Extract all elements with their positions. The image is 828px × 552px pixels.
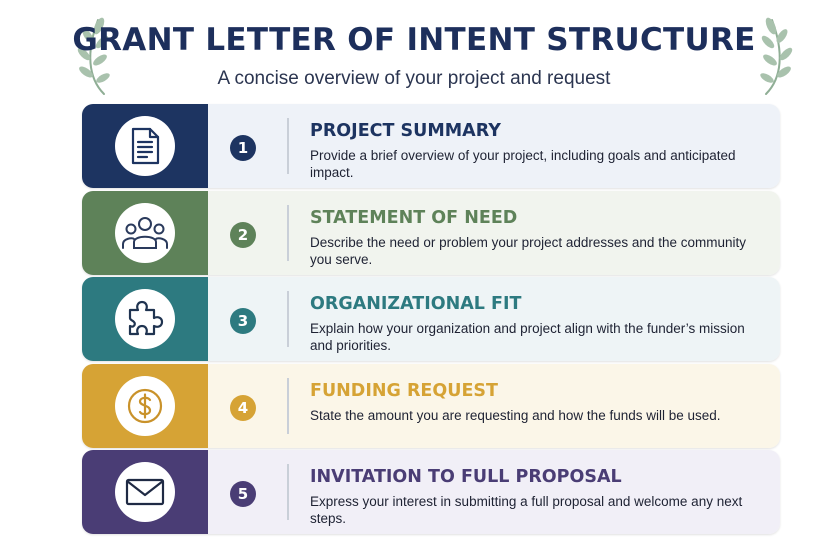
- divider: [287, 118, 289, 174]
- envelope-icon: [124, 476, 166, 508]
- document-icon: [128, 127, 162, 165]
- section-description: Describe the need or problem your project addresses and the community you serve.: [310, 234, 746, 267]
- section-description: Express your interest in submitting a full proposal and welcome any next steps.: [310, 494, 743, 526]
- divider: [287, 378, 289, 434]
- section-title: PROJECT SUMMARY: [310, 121, 501, 141]
- divider: [287, 291, 289, 347]
- divider: [287, 464, 289, 520]
- step-number-badge: 1: [230, 135, 256, 161]
- section-panel: [208, 364, 780, 448]
- section-color-tile: [82, 450, 208, 534]
- dollar-coin-icon: [125, 386, 165, 426]
- step-number-badge: 3: [230, 308, 256, 334]
- section-row: [82, 277, 780, 361]
- icon-badge: [115, 116, 175, 176]
- sections-list: [82, 104, 780, 537]
- page-title: GRANT LETTER OF INTENT STRUCTURE: [72, 22, 756, 58]
- puzzle-piece-icon: [124, 298, 166, 340]
- icon-badge: [115, 376, 175, 436]
- section-row: [82, 191, 780, 275]
- section-description: Explain how your organization and project align with the funder’s mission and priorities.: [310, 321, 745, 353]
- step-number-badge: 5: [230, 481, 256, 507]
- icon-badge: [115, 289, 175, 349]
- community-icon: [122, 215, 168, 251]
- page-subtitle: A concise overview of your project and request: [217, 68, 611, 89]
- section-title: ORGANIZATIONAL FIT: [310, 294, 522, 314]
- step-number-badge: 2: [230, 222, 256, 248]
- section-color-tile: [82, 364, 208, 448]
- icon-badge: [115, 462, 175, 522]
- section-title: STATEMENT OF NEED: [310, 207, 518, 228]
- section-color-tile: [82, 191, 208, 275]
- section-description: State the amount you are requesting and how the funds will be used.: [310, 407, 721, 423]
- section-title: INVITATION TO FULL PROPOSAL: [310, 467, 622, 487]
- section-row: [82, 104, 780, 188]
- section-color-tile: [82, 277, 208, 361]
- icon-badge: [115, 203, 175, 263]
- divider: [287, 205, 289, 261]
- section-row: [82, 450, 780, 534]
- section-description: Provide a brief overview of your project, including goals and anticipated impact.: [310, 148, 736, 180]
- step-number-badge: 4: [230, 395, 256, 421]
- section-row: [82, 364, 780, 448]
- section-color-tile: [82, 104, 208, 188]
- section-title: FUNDING REQUEST: [310, 380, 498, 401]
